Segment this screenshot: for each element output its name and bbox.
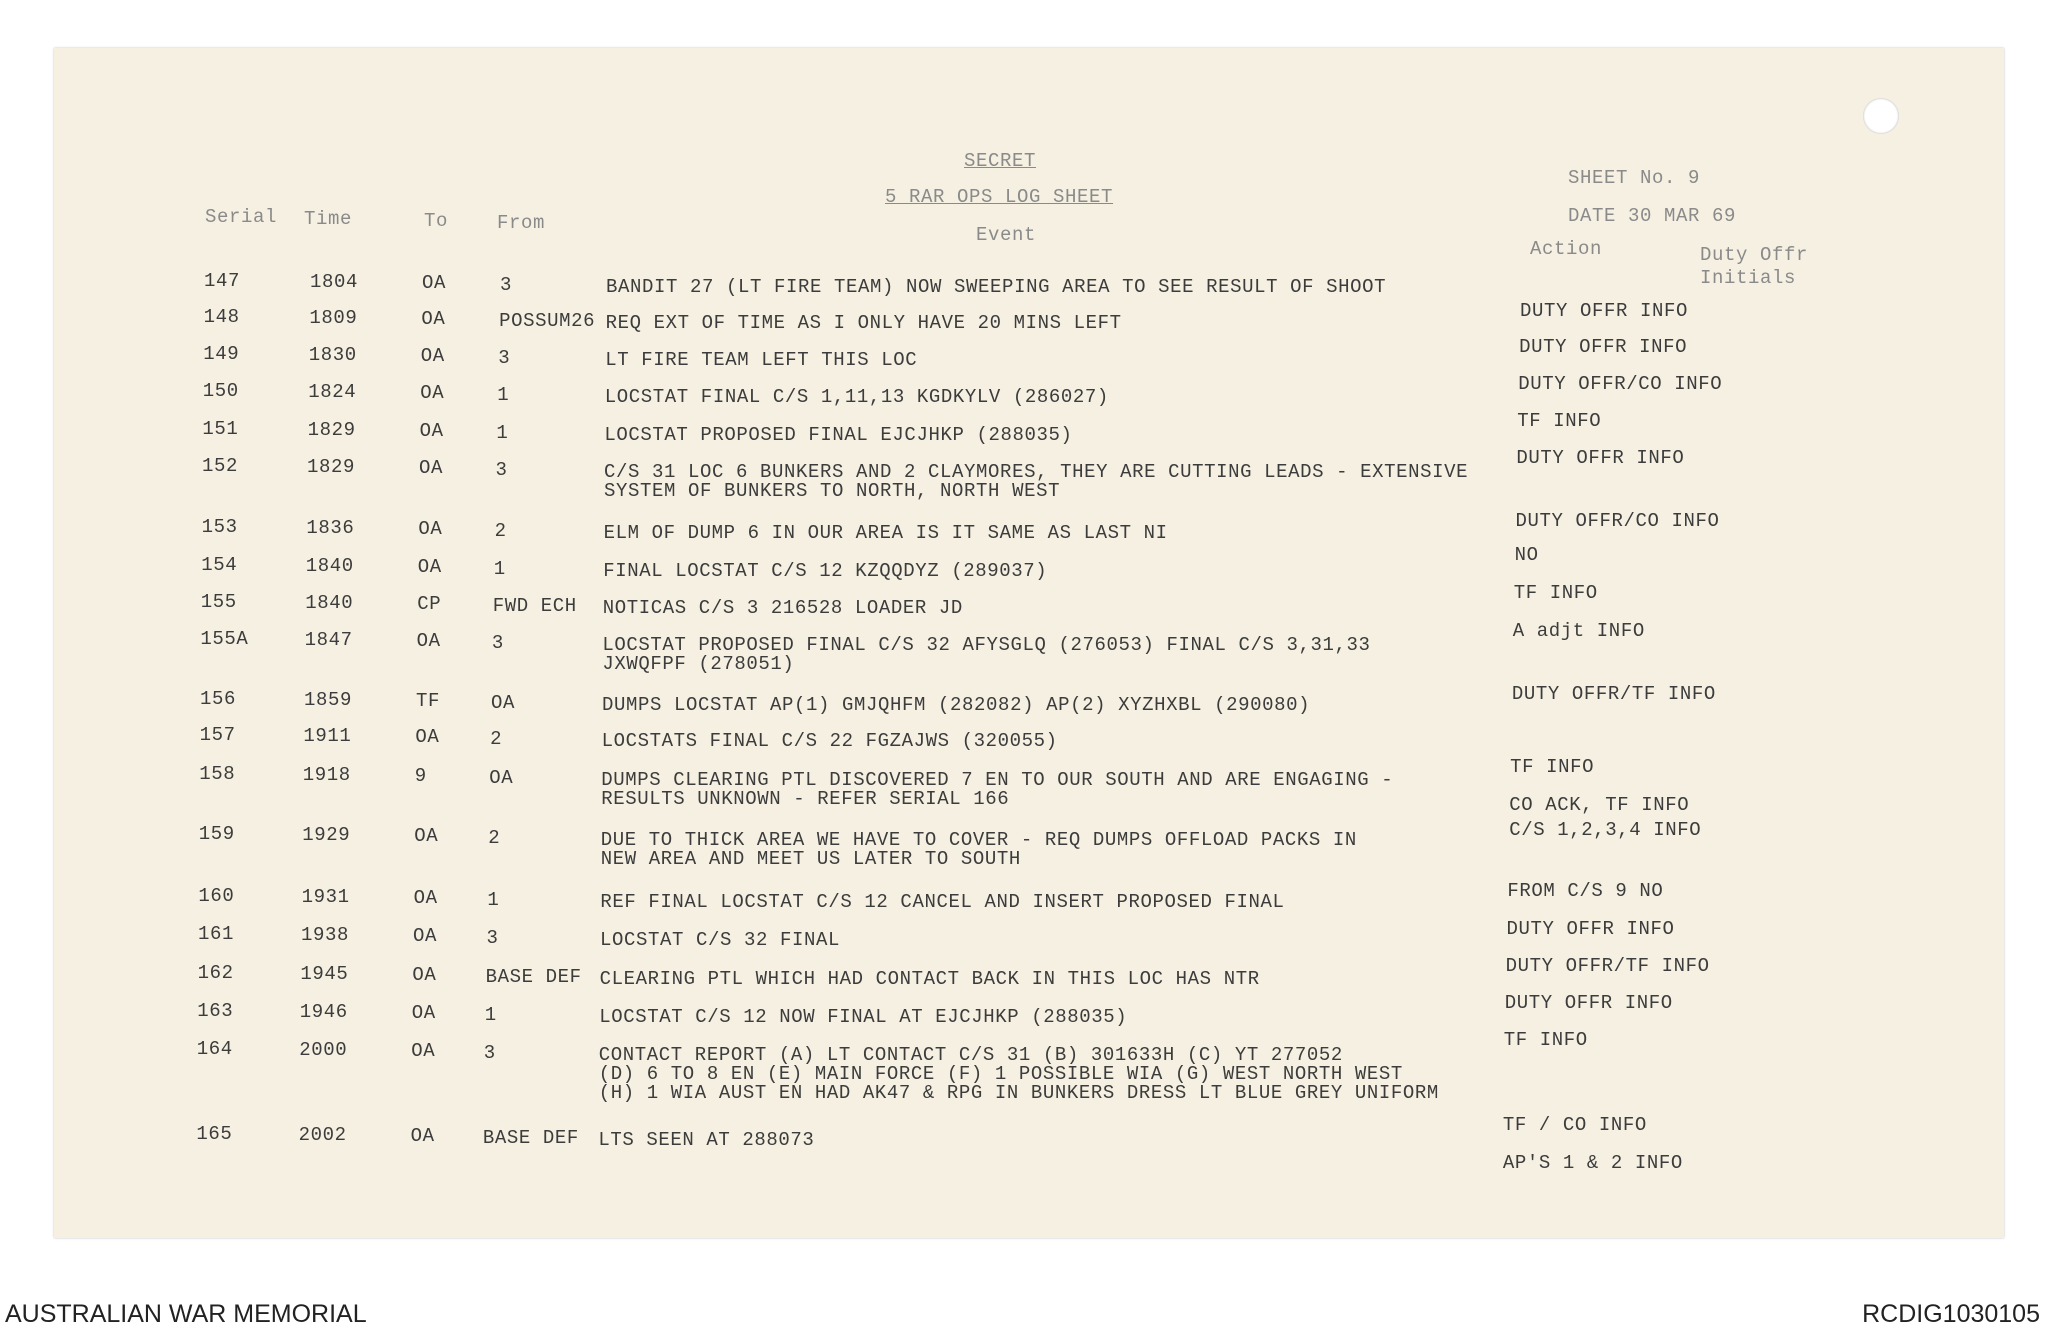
- event-line: DUE TO THICK AREA WE HAVE TO COVER - REQ DUMPS OFFLOAD PACKS IN: [600, 829, 1357, 851]
- action-cell: DUTY OFFR INFO: [1519, 336, 1688, 358]
- event-line: REQ EXT OF TIME AS I ONLY HAVE 20 MINS LEFT: [605, 312, 1122, 334]
- time-cell: 1931: [301, 886, 350, 908]
- to-cell: OA: [419, 457, 444, 479]
- column-header-time: Time: [304, 208, 353, 230]
- from-cell: 2: [494, 520, 507, 542]
- sheet-date: DATE 30 MAR 69: [1568, 205, 1737, 227]
- sheet-number: SHEET No. 9: [1568, 167, 1701, 189]
- event-cell: [605, 351, 917, 370]
- time-cell: 1859: [304, 689, 353, 711]
- to-cell: OA: [418, 518, 443, 540]
- event-cell: [601, 771, 1393, 809]
- to-cell: OA: [414, 825, 439, 847]
- event-line: LOCSTAT PROPOSED FINAL EJCJHKP (288035): [604, 424, 1073, 446]
- column-header-action: Action: [1530, 238, 1603, 260]
- serial-cell: 150: [202, 380, 239, 402]
- serial-cell: 158: [199, 763, 236, 785]
- event-cell: [606, 278, 1386, 297]
- event-line: LOCSTAT FINAL C/S 1,11,13 KGDKYLV (286027): [604, 386, 1109, 408]
- action-cell: A adjt INFO: [1512, 620, 1645, 642]
- time-cell: 1945: [300, 963, 349, 985]
- action-cell: CO ACK, TF INFO: [1509, 794, 1690, 816]
- event-cell: [604, 426, 1072, 445]
- action-cell: DUTY OFFR/CO INFO: [1518, 373, 1723, 395]
- classification-stamp: SECRET: [964, 150, 1037, 172]
- time-cell: 1829: [307, 419, 356, 441]
- event-line: LOCSTATS FINAL C/S 22 FGZAJWS (320055): [601, 730, 1058, 752]
- event-line: LTS SEEN AT 288073: [598, 1129, 815, 1151]
- from-cell: 3: [500, 274, 513, 296]
- column-header-from: From: [497, 212, 546, 234]
- time-cell: 1829: [307, 456, 356, 478]
- event-line: CLEARING PTL WHICH HAD CONTACT BACK IN THIS LOC HAS NTR: [599, 968, 1260, 990]
- from-cell: 1: [487, 889, 500, 911]
- serial-cell: 155A: [200, 628, 249, 650]
- event-line: LOCSTAT C/S 32 FINAL: [600, 929, 841, 951]
- from-cell: 1: [496, 422, 509, 444]
- event-line: REF FINAL LOCSTAT C/S 12 CANCEL AND INSERT PROPOSED FINAL: [600, 891, 1285, 913]
- from-cell: 1: [493, 558, 506, 580]
- event-cell: [599, 1046, 1439, 1103]
- event-cell: [600, 893, 1284, 912]
- from-cell: BASE DEF: [482, 1127, 579, 1149]
- event-line: DUMPS CLEARING PTL DISCOVERED 7 EN TO OUR SOUTH AND ARE ENGAGING -: [601, 769, 1394, 791]
- action-cell: DUTY OFFR INFO: [1504, 992, 1673, 1014]
- event-cell: [600, 931, 840, 950]
- from-cell: 3: [486, 927, 499, 949]
- serial-cell: 155: [200, 591, 237, 613]
- from-cell: POSSUM26: [499, 310, 596, 332]
- punch-hole: [1863, 98, 1899, 134]
- footer-credit: AUSTRALIAN WAR MEMORIAL: [5, 1300, 367, 1328]
- serial-cell: 152: [202, 455, 239, 477]
- serial-cell: 149: [203, 343, 240, 365]
- event-cell: [603, 562, 1047, 581]
- from-cell: OA: [489, 767, 514, 789]
- action-cell: C/S 1,2,3,4 INFO: [1509, 819, 1702, 841]
- action-cell: TF INFO: [1510, 756, 1595, 778]
- action-cell: DUTY OFFR INFO: [1520, 300, 1689, 322]
- event-line: SYSTEM OF BUNKERS TO NORTH, NORTH WEST: [604, 480, 1061, 502]
- event-line: FINAL LOCSTAT C/S 12 KZQQDYZ (289037): [603, 560, 1048, 582]
- to-cell: TF: [416, 690, 441, 712]
- serial-cell: 153: [201, 516, 238, 538]
- time-cell: 1836: [306, 517, 355, 539]
- action-cell: TF INFO: [1513, 582, 1598, 604]
- event-line: JXWQFPF (278051): [602, 653, 795, 675]
- to-cell: OA: [417, 556, 442, 578]
- action-cell: DUTY OFFR/TF INFO: [1505, 955, 1710, 977]
- time-cell: 1840: [305, 555, 354, 577]
- event-line: ELM OF DUMP 6 IN OUR AREA IS IT SAME AS LAST NI: [603, 522, 1168, 544]
- action-cell: DUTY OFFR/TF INFO: [1511, 683, 1716, 705]
- from-cell: 3: [483, 1042, 496, 1064]
- serial-cell: 164: [196, 1038, 233, 1060]
- event-cell: [604, 463, 1468, 501]
- column-header-initials-line2: Initials: [1700, 267, 1797, 289]
- time-cell: 1918: [302, 764, 351, 786]
- event-line: LT FIRE TEAM LEFT THIS LOC: [605, 349, 918, 371]
- to-cell: OA: [420, 382, 445, 404]
- to-cell: OA: [415, 726, 440, 748]
- to-cell: OA: [413, 887, 438, 909]
- time-cell: 1847: [304, 629, 353, 651]
- event-cell: [604, 524, 1168, 543]
- event-line: C/S 31 LOC 6 BUNKERS AND 2 CLAYMORES, THEY ARE CUTTING LEADS - EXTENSIVE: [604, 461, 1469, 483]
- serial-cell: 165: [196, 1123, 233, 1145]
- action-cell: DUTY OFFR INFO: [1516, 447, 1685, 469]
- time-cell: 1804: [310, 271, 359, 293]
- serial-cell: 156: [200, 688, 237, 710]
- to-cell: OA: [412, 964, 437, 986]
- from-cell: 2: [490, 728, 503, 750]
- event-cell: [605, 388, 1109, 407]
- time-cell: 1830: [308, 344, 357, 366]
- event-line: CONTACT REPORT (A) LT CONTACT C/S 31 (B) 301633H (C) YT 277052: [598, 1044, 1343, 1066]
- time-cell: 1911: [303, 725, 352, 747]
- event-line: (H) 1 WIA AUST EN HAD AK47 & RPG IN BUNKERS DRESS LT BLUE GREY UNIFORM: [598, 1082, 1439, 1104]
- event-cell: [600, 970, 1260, 989]
- from-cell: OA: [491, 692, 516, 714]
- to-cell: 9: [414, 765, 427, 787]
- serial-cell: 160: [198, 885, 235, 907]
- event-line: (D) 6 TO 8 EN (E) MAIN FORCE (F) 1 POSSIBLE WIA (G) WEST NORTH WEST: [598, 1063, 1403, 1085]
- to-cell: OA: [413, 925, 438, 947]
- from-cell: FWD ECH: [492, 595, 577, 617]
- from-cell: 1: [497, 384, 510, 406]
- serial-cell: 147: [204, 270, 241, 292]
- event-cell: [601, 831, 1357, 869]
- time-cell: 2002: [298, 1124, 347, 1146]
- event-cell: [602, 732, 1058, 751]
- serial-cell: 159: [198, 823, 235, 845]
- serial-cell: 154: [201, 554, 238, 576]
- column-header-event: Event: [976, 224, 1037, 246]
- to-cell: OA: [410, 1125, 435, 1147]
- event-line: LOCSTAT PROPOSED FINAL C/S 32 AFYSGLQ (276053) FINAL C/S 3,31,33: [602, 634, 1371, 656]
- serial-cell: 162: [197, 962, 234, 984]
- action-cell: DUTY OFFR/CO INFO: [1515, 510, 1720, 532]
- time-cell: 1840: [305, 592, 354, 614]
- event-cell: [606, 314, 1122, 333]
- from-cell: 3: [495, 459, 508, 481]
- event-line: RESULTS UNKNOWN - REFER SERIAL 166: [601, 788, 1010, 810]
- from-cell: 3: [491, 632, 504, 654]
- event-line: NOTICAS C/S 3 216528 LOADER JD: [602, 597, 963, 619]
- time-cell: 1824: [308, 381, 357, 403]
- footer-reference: RCDIG1030105: [1862, 1300, 2040, 1328]
- from-cell: 2: [488, 827, 501, 849]
- serial-cell: 157: [199, 724, 236, 746]
- time-cell: 1946: [299, 1001, 348, 1023]
- action-cell: TF INFO: [1517, 410, 1602, 432]
- action-cell: NO: [1514, 544, 1539, 566]
- to-cell: OA: [411, 1040, 436, 1062]
- time-cell: 2000: [299, 1039, 348, 1061]
- action-cell: DUTY OFFR INFO: [1506, 918, 1675, 940]
- column-header-serial: Serial: [205, 206, 278, 228]
- time-cell: 1929: [302, 824, 351, 846]
- event-line: DUMPS LOCSTAT AP(1) GMJQHFM (282082) AP(2) XYZHXBL (290080): [602, 694, 1311, 716]
- event-line: LOCSTAT C/S 12 NOW FINAL AT EJCJHKP (288035): [599, 1006, 1128, 1028]
- event-line: BANDIT 27 (LT FIRE TEAM) NOW SWEEPING AREA TO SEE RESULT OF SHOOT: [606, 276, 1387, 298]
- event-cell: [603, 599, 963, 618]
- event-cell: [602, 696, 1310, 715]
- from-cell: 3: [498, 347, 511, 369]
- serial-cell: 163: [197, 1000, 234, 1022]
- to-cell: OA: [416, 630, 441, 652]
- event-line: NEW AREA AND MEET US LATER TO SOUTH: [600, 848, 1021, 870]
- from-cell: 1: [484, 1004, 497, 1026]
- action-cell: FROM C/S 9 NO: [1507, 880, 1664, 902]
- event-cell: [602, 636, 1370, 674]
- column-header-to: To: [424, 210, 449, 232]
- to-cell: CP: [417, 593, 442, 615]
- serial-cell: 161: [198, 923, 235, 945]
- to-cell: OA: [421, 308, 446, 330]
- action-cell: TF / CO INFO: [1502, 1114, 1647, 1136]
- to-cell: OA: [422, 272, 447, 294]
- to-cell: OA: [411, 1002, 436, 1024]
- action-cell: TF INFO: [1503, 1029, 1588, 1051]
- sheet-title: 5 RAR OPS LOG SHEET: [885, 186, 1114, 208]
- time-cell: 1809: [309, 307, 358, 329]
- time-cell: 1938: [301, 924, 350, 946]
- event-cell: [598, 1131, 814, 1150]
- to-cell: OA: [419, 420, 444, 442]
- serial-cell: 148: [203, 306, 240, 328]
- serial-cell: 151: [202, 418, 239, 440]
- from-cell: BASE DEF: [485, 966, 582, 988]
- to-cell: OA: [420, 345, 445, 367]
- action-cell: AP'S 1 & 2 INFO: [1502, 1152, 1683, 1174]
- column-header-initials-line1: Duty Offr: [1700, 244, 1809, 266]
- event-cell: [599, 1008, 1127, 1027]
